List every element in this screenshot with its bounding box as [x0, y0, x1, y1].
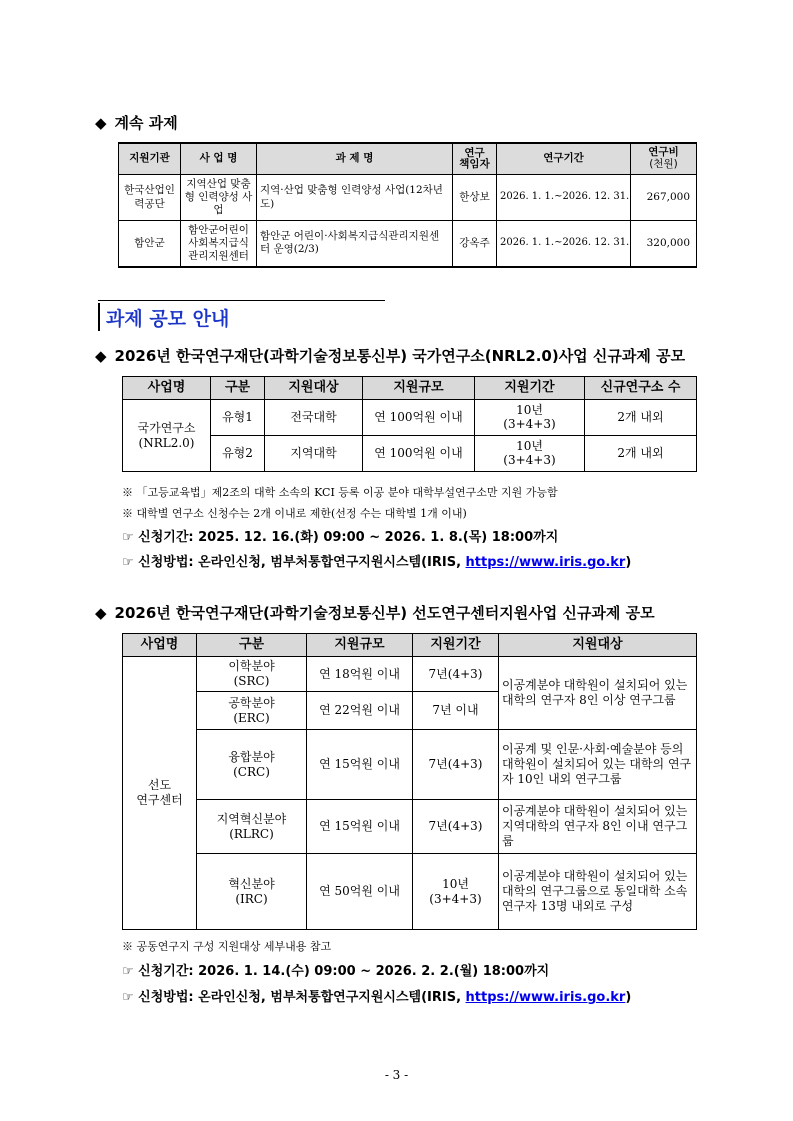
header-target: 지원대상	[265, 377, 363, 400]
cell-type: 융합분야 (CRC)	[197, 730, 307, 800]
header-target: 지원대상	[499, 634, 697, 657]
cell-agency: 한국산업인력공단	[119, 175, 181, 221]
section-heading-ongoing: ◆ 계속 과제	[95, 114, 178, 132]
table-row	[123, 800, 697, 854]
cell-scale: 연 100억원 이내	[363, 436, 475, 472]
src-application-period: ☞ 신청기간: 2026. 1. 14.(수) 09:00 ~ 2026. 2. 2.(월) 18:00까지	[122, 964, 550, 979]
cell-target: 지역대학	[265, 436, 363, 472]
cell-target: 전국대학	[265, 400, 363, 436]
cell-program: 국가연구소 (NRL2.0)	[123, 400, 211, 472]
cell-scale: 연 15억원 이내	[307, 730, 413, 800]
cell-scale: 연 18억원 이내	[307, 657, 413, 692]
cell-type: 유형1	[211, 400, 265, 436]
src-note: ※ 공동연구지 구성 지원대상 세부내용 참고	[122, 940, 332, 953]
cell-type: 유형2	[211, 436, 265, 472]
header-budget: 연구비 (천원)	[631, 143, 697, 175]
table-header-row	[123, 634, 697, 657]
header-scale: 지원규모	[307, 634, 413, 657]
cell-period: 7년(4+3)	[413, 657, 499, 692]
cell-type: 이학분야 (SRC)	[197, 657, 307, 692]
page-number: - 3 -	[384, 1068, 409, 1082]
cell-scale: 연 15억원 이내	[307, 800, 413, 854]
cell-program: 함안군어린이사회복지급식관리지원센터	[181, 221, 257, 267]
header-program: 사업명	[123, 377, 211, 400]
cell-period: 7년(4+3)	[413, 730, 499, 800]
cell-lead: 강옥주	[453, 221, 497, 267]
cell-type: 공학분야 (ERC)	[197, 692, 307, 730]
cell-task: 지역·산업 맞춤형 인력양성 사업(12차년도)	[257, 175, 453, 221]
cell-type: 지역혁신분야 (RLRC)	[197, 800, 307, 854]
cell-program: 지역산업 맞춤형 인력양성 사업	[181, 175, 257, 221]
header-period: 지원기간	[413, 634, 499, 657]
iris-link[interactable]: https://www.iris.go.kr	[465, 990, 626, 1005]
title-left-rule	[98, 303, 100, 331]
section-heading-nrl: ◆ 2026년 한국연구재단(과학기술정보통신부) 국가연구소(NRL2.0)사업 신규과제 공모	[95, 347, 686, 365]
table-header-row	[119, 143, 697, 175]
diamond-bullet-icon: ◆	[95, 114, 107, 132]
cell-budget: 320,000	[631, 221, 697, 267]
cell-budget: 267,000	[631, 175, 697, 221]
header-task: 과 제 명	[257, 143, 453, 175]
cell-target: 이공계분야 대학원이 설치되어 있는대학의 연구자 8인 이상 연구그룹	[499, 657, 697, 730]
table-row	[123, 657, 697, 692]
cell-period: 2026. 1. 1.~2026. 12. 31.	[497, 175, 631, 221]
cell-scale: 연 100억원 이내	[363, 400, 475, 436]
cell-target: 이공계분야 대학원이 설치되어 있는 대학의 연구그룹으로 동일대학 소속 연구자 13명 내외로 구성	[499, 854, 697, 930]
header-agency: 지원기관	[119, 143, 181, 175]
announce-title: 과제 공모 안내	[106, 308, 230, 330]
table-row	[119, 175, 697, 221]
table-row	[123, 400, 697, 436]
header-count: 신규연구소 수	[585, 377, 697, 400]
iris-link[interactable]: https://www.iris.go.kr	[465, 555, 626, 570]
header-type: 구분	[211, 377, 265, 400]
header-program: 사업명	[123, 634, 197, 657]
nrl-application-period: ☞ 신청기간: 2025. 12. 16.(화) 09:00 ~ 2026. 1. 8.(목) 18:00까지	[122, 530, 559, 545]
diamond-bullet-icon: ◆	[95, 604, 107, 622]
src-table	[122, 633, 697, 930]
header-type: 구분	[197, 634, 307, 657]
cell-count: 2개 내외	[585, 436, 697, 472]
cell-period: 10년 (3+4+3)	[475, 436, 585, 472]
header-lead: 연구 책임자	[453, 143, 497, 175]
header-scale: 지원규모	[363, 377, 475, 400]
table-row	[123, 854, 697, 930]
cell-period: 10년(3+4+3)	[413, 854, 499, 930]
cell-scale: 연 22억원 이내	[307, 692, 413, 730]
cell-target: 이공계분야 대학원이 설치되어 있는 지역대학의 연구자 8인 이내 연구그룹	[499, 800, 697, 854]
cell-scale: 연 50억원 이내	[307, 854, 413, 930]
src-application-method: ☞ 신청방법: 온라인신청, 범부처통합연구지원시스템(IRIS, https://www.iris.go.kr)	[122, 990, 632, 1005]
nrl-application-method: ☞ 신청방법: 온라인신청, 범부처통합연구지원시스템(IRIS, https://www.iris.go.kr)	[122, 555, 632, 570]
title-top-rule	[98, 300, 385, 301]
nrl-table	[122, 376, 697, 472]
cell-count: 2개 내외	[585, 400, 697, 436]
diamond-bullet-icon: ◆	[95, 347, 107, 365]
nrl-note-1: ※ 「고등교육법」제2조의 대학 소속의 KCI 등록 이공 분야 대학부설연구소만 지원 가능함	[122, 486, 558, 499]
nrl-note-2: ※ 대학별 연구소 신청수는 2개 이내로 제한(선정 수는 대학별 1개 이내)	[122, 507, 467, 520]
cell-task: 함안군 어린이·사회복지급식관리지원센터 운영(2/3)	[257, 221, 453, 267]
ongoing-projects-table	[118, 142, 697, 268]
table-row	[123, 730, 697, 800]
cell-period: 2026. 1. 1.~2026. 12. 31.	[497, 221, 631, 267]
cell-period: 7년 이내	[413, 692, 499, 730]
section-heading-src: ◆ 2026년 한국연구재단(과학기술정보통신부) 선도연구센터지원사업 신규과제 공모	[95, 604, 655, 622]
cell-period: 10년 (3+4+3)	[475, 400, 585, 436]
header-program: 사 업 명	[181, 143, 257, 175]
table-row	[119, 221, 697, 267]
table-header-row	[123, 377, 697, 400]
cell-period: 7년(4+3)	[413, 800, 499, 854]
cell-target: 이공계 및 인문·사회·예술분야 등의 대학원이 설치되어 있는 대학의 연구자 10인 내외 연구그룹	[499, 730, 697, 800]
cell-agency: 함안군	[119, 221, 181, 267]
header-period: 연구기간	[497, 143, 631, 175]
cell-program: 선도 연구센터	[123, 657, 197, 930]
cell-lead: 한상보	[453, 175, 497, 221]
cell-type: 혁신분야 (IRC)	[197, 854, 307, 930]
header-period: 지원기간	[475, 377, 585, 400]
